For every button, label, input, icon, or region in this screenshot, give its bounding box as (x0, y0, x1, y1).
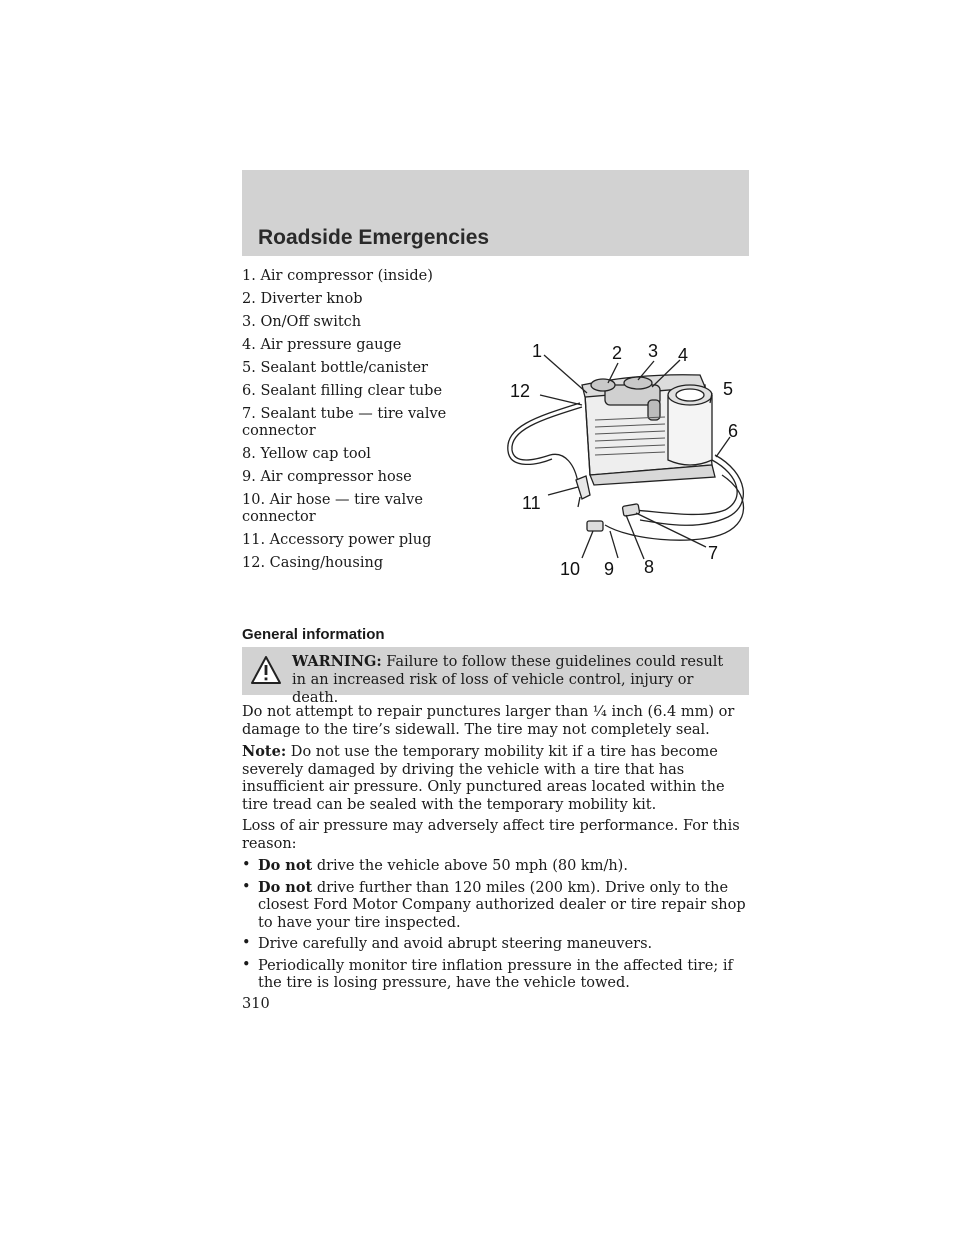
callout-8: 8 (644, 557, 655, 577)
compressor-diagram (490, 325, 760, 585)
warning-box (242, 647, 749, 706)
callout-10: 10 (560, 559, 581, 579)
part-item: 6. Sealant filling clear tube (242, 383, 443, 399)
part-item: 2. Diverter knob (242, 291, 363, 307)
warning-text (292, 653, 737, 707)
callout-11: 11 (522, 493, 541, 513)
bullet-item: • Periodically monitor tire inflation pressure in the affected tire; if the tire is losing pressure, have the vehicle towed. (242, 956, 733, 991)
section-heading: General information (242, 626, 385, 643)
warning-label: WARNING: (292, 653, 382, 670)
part-item: 8. Yellow cap tool (242, 446, 371, 462)
callout-12: 12 (510, 381, 531, 401)
section-title: Roadside Emergencies (258, 226, 490, 249)
warning-triangle-icon (250, 655, 282, 685)
callout-3: 3 (648, 341, 659, 361)
callout-2: 2 (612, 343, 623, 363)
note-paragraph: Note: Do not use the temporary mobility kit if a tire has become severely damaged by driving the vehicle with a tire that has insufficient air pressure. Only punctured areas located within the tire tread can be sealed with the temporary mobility kit. (242, 743, 725, 813)
bullet-item: • Do not drive the vehicle above 50 mph (80 km/h). (242, 857, 628, 874)
paragraph: Do not attempt to repair punctures larger than ¹⁄₄ inch (6.4 mm) or damage to the tire’s sidewall. The tire may not completely seal. (242, 704, 735, 738)
bullet-item: • Drive carefully and avoid abrupt steering maneuvers. (242, 935, 653, 952)
callout-7: 7 (708, 543, 719, 563)
part-item: 11. Accessory power plug (242, 532, 432, 548)
callout-6: 6 (728, 421, 739, 441)
part-item: 7. Sealant tube — tire valve connector (242, 406, 447, 439)
part-item: 4. Air pressure gauge (242, 337, 402, 353)
fraction: ¹⁄₄ (592, 704, 607, 720)
body-text (242, 704, 752, 1013)
callout-1: 1 (532, 341, 543, 361)
warning-message: Failure to follow these guidelines could result in an increased risk of loss of vehicle control, injury or death. (292, 654, 724, 706)
bullet-item: • Do not drive further than 120 miles (200 km). Drive only to the closest Ford Motor Company authorized dealer or tire repair shop to have your tire inspected. (242, 878, 746, 931)
callout-5: 5 (723, 379, 734, 399)
part-item: 12. Casing/housing (242, 555, 384, 571)
paragraph: Loss of air pressure may adversely affect tire performance. For this reason: (242, 818, 740, 852)
part-item: 10. Air hose — tire valve connector (242, 492, 423, 525)
callout-4: 4 (678, 345, 689, 365)
part-item: 1. Air compressor (inside) (242, 268, 433, 284)
note-label: Note: (242, 743, 287, 760)
parts-list (242, 268, 492, 578)
callout-9: 9 (604, 559, 615, 579)
part-item: 3. On/Off switch (242, 314, 362, 330)
part-item: 5. Sealant bottle/canister (242, 360, 428, 376)
page-number: 310 (242, 995, 270, 1012)
part-item: 9. Air compressor hose (242, 469, 412, 485)
section-header (242, 170, 749, 256)
